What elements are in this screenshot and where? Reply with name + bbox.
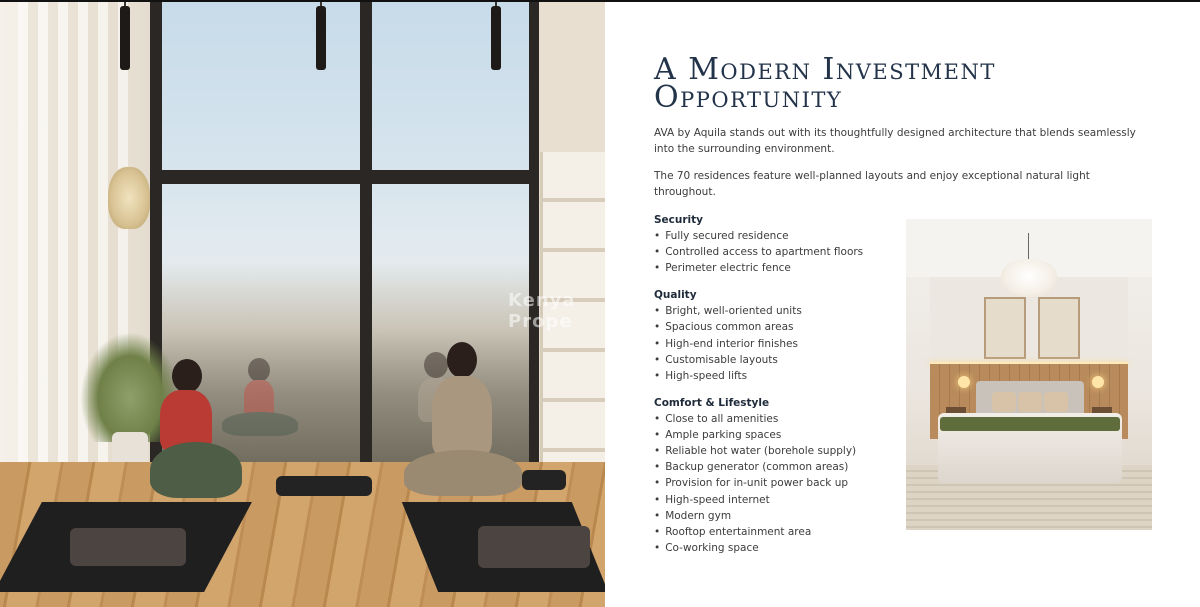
list-item: • Reliable hot water (borehole supply) bbox=[654, 443, 894, 459]
hanging-lantern bbox=[108, 167, 150, 229]
pendant-light bbox=[120, 6, 130, 70]
page-title: A Modern Investment Opportunity bbox=[654, 52, 996, 115]
folded-towel bbox=[478, 526, 590, 568]
security-section bbox=[654, 212, 894, 277]
intro-paragraph-2: The 70 residences feature well-planned layouts and enjoy exceptional natural light throughout. bbox=[654, 170, 1090, 198]
yoga-studio-photo bbox=[0, 2, 605, 607]
quality-list bbox=[654, 303, 894, 384]
photo-watermark: Kenya Prope bbox=[508, 290, 576, 332]
list-item: • Spacious common areas bbox=[654, 319, 894, 335]
list-item: • Fully secured residence bbox=[654, 228, 894, 244]
wall-art bbox=[1038, 297, 1080, 359]
feature-list bbox=[654, 212, 894, 567]
quality-section bbox=[654, 287, 894, 384]
pendant-cord bbox=[1028, 233, 1029, 261]
list-item: • Controlled access to apartment floors bbox=[654, 244, 894, 260]
pendant-lamp bbox=[1001, 259, 1057, 297]
folded-towel bbox=[70, 528, 186, 566]
list-item: • Customisable layouts bbox=[654, 352, 894, 368]
list-item: • Provision for in-unit power back up bbox=[654, 475, 894, 491]
intro-paragraph-1: AVA by Aquila stands out with its thoughtfully designed architecture that blends seamlessly into the surrounding environment. bbox=[654, 127, 1136, 155]
pillow bbox=[1044, 392, 1068, 412]
pillow bbox=[1018, 392, 1042, 412]
yoga-bolster bbox=[276, 476, 372, 496]
list-item: • Bright, well-oriented units bbox=[654, 303, 894, 319]
list-item: • High-speed lifts bbox=[654, 368, 894, 384]
wall-art bbox=[984, 297, 1026, 359]
security-list bbox=[654, 228, 894, 277]
list-item: • High-end interior finishes bbox=[654, 336, 894, 352]
pillow bbox=[992, 392, 1016, 412]
yoga-block bbox=[522, 470, 566, 490]
pendant-light bbox=[491, 6, 501, 70]
pendant-light bbox=[316, 6, 326, 70]
window-frame-right bbox=[529, 2, 539, 472]
list-item: • High-speed internet bbox=[654, 492, 894, 508]
bedroom-photo bbox=[906, 219, 1152, 530]
window-transom bbox=[150, 170, 537, 184]
section-heading: Quality bbox=[654, 289, 697, 302]
list-item: • Modern gym bbox=[654, 508, 894, 524]
list-item: • Rooftop entertainment area bbox=[654, 524, 894, 540]
wall-sconce bbox=[958, 376, 970, 388]
comfort-section bbox=[654, 395, 894, 557]
list-item: • Co-working space bbox=[654, 540, 894, 556]
window-frame-center bbox=[360, 2, 372, 472]
bed-throw bbox=[940, 417, 1120, 431]
comfort-list bbox=[654, 411, 894, 557]
section-heading: Security bbox=[654, 214, 704, 226]
list-item: • Perimeter electric fence bbox=[654, 260, 894, 276]
list-item: • Ample parking spaces bbox=[654, 427, 894, 443]
wall-sconce bbox=[1092, 376, 1104, 388]
section-heading: Comfort & Lifestyle bbox=[654, 396, 770, 409]
list-item: • Backup generator (common areas) bbox=[654, 459, 894, 475]
list-item: • Close to all amenities bbox=[654, 411, 894, 427]
